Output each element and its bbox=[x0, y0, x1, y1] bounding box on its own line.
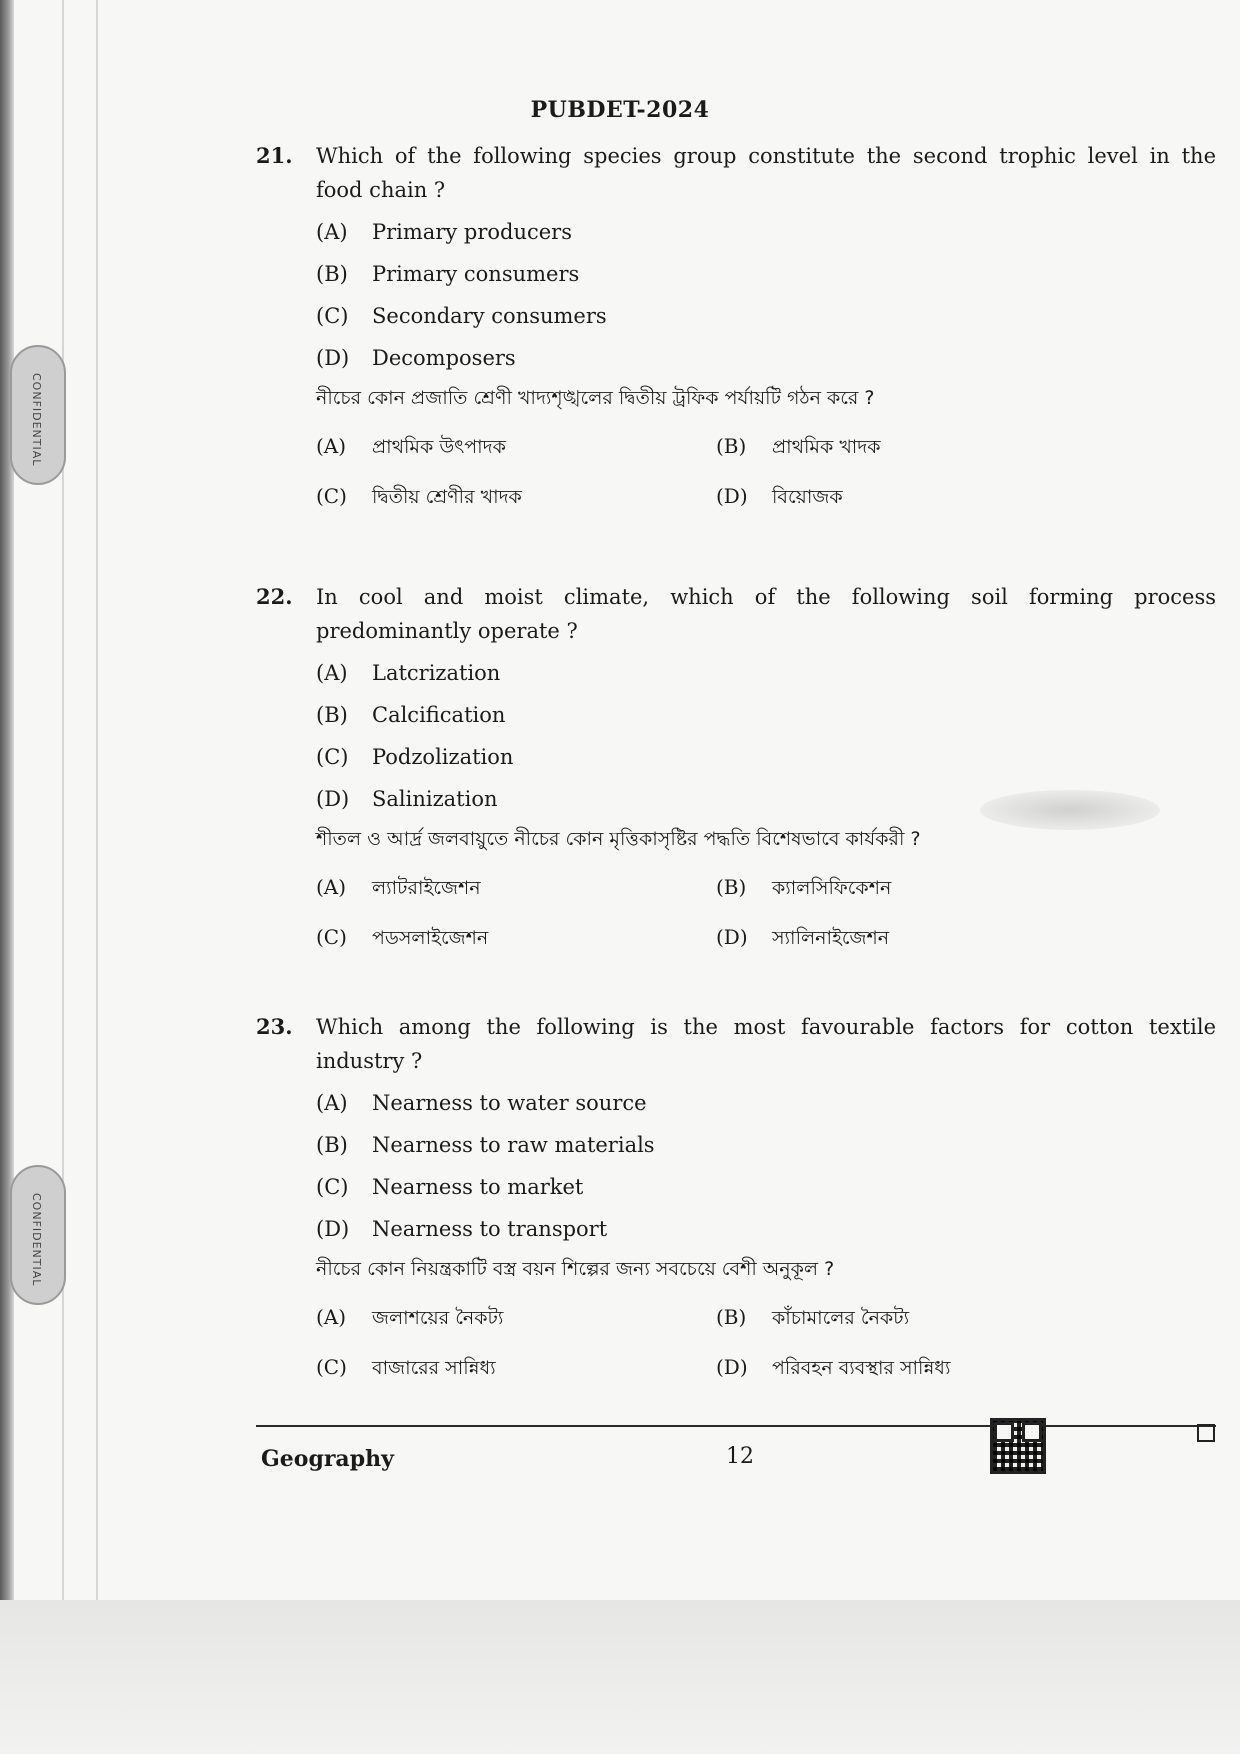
bengali-question-text: নীচের কোন প্রজাতি শ্রেণী খাদ্যশৃঙ্খলের দ্বিতীয় ট্রফিক পর্যায়টি গঠন করে ? bbox=[316, 387, 875, 409]
bengali-option-c: (C) পডসলাইজেশন bbox=[316, 925, 489, 949]
question-22 bbox=[256, 580, 1216, 962]
bengali-option-grid bbox=[316, 862, 1216, 962]
question-21 bbox=[256, 139, 1216, 521]
bengali-option-a: (A) ল্যাটরাইজেশন bbox=[316, 875, 481, 899]
bengali-option-d: (D) বিয়োজক bbox=[716, 484, 843, 508]
question-text-line2: food chain ? bbox=[316, 178, 446, 202]
option-list bbox=[316, 652, 1216, 820]
question-23 bbox=[256, 1010, 1216, 1392]
option-list bbox=[316, 1082, 1216, 1250]
option-b: (B) Nearness to raw materials bbox=[316, 1133, 655, 1157]
bengali-option-d: (D) পরিবহন ব্যবস্থার সান্নিধ্য bbox=[716, 1355, 951, 1379]
bengali-option-grid bbox=[316, 421, 1216, 521]
option-d: (D) Decomposers bbox=[316, 346, 516, 370]
question-number: 21. bbox=[256, 143, 293, 168]
folded-page-bottom bbox=[0, 1600, 1240, 1754]
question-text-line2: predominantly operate ? bbox=[316, 619, 578, 643]
question-text-line1: In cool and moist climate, which of the following soil forming process bbox=[316, 585, 1216, 609]
seal-label: CONFIDENTIAL bbox=[30, 373, 43, 467]
footer-rule bbox=[256, 1425, 1216, 1427]
question-number: 23. bbox=[256, 1014, 293, 1039]
question-number: 22. bbox=[256, 584, 293, 609]
page-number: 12 bbox=[726, 1444, 754, 1469]
option-a: (A) Primary producers bbox=[316, 220, 572, 244]
bengali-option-d: (D) স্যালিনাইজেশন bbox=[716, 925, 890, 949]
bengali-question-text: নীচের কোন নিয়ন্ত্রকাটি বস্ত্র বয়ন শিল্পের জন্য সবচেয়ে বেশী অনুকূল ? bbox=[316, 1258, 835, 1280]
corner-square-icon bbox=[1197, 1424, 1215, 1442]
option-d: (D) Salinization bbox=[316, 787, 498, 811]
scan-edge bbox=[0, 0, 14, 1754]
page-crease bbox=[62, 0, 64, 1600]
option-c: (C) Secondary consumers bbox=[316, 304, 607, 328]
option-c: (C) Nearness to market bbox=[316, 1175, 584, 1199]
confidential-seal-top bbox=[10, 345, 66, 485]
bengali-question-text: শীতল ও আর্দ্র জলবায়ুতে নীচের কোন মৃত্তিকাসৃষ্টির পদ্ধতি বিশেষভাবে কার্যকরী ? bbox=[316, 828, 921, 850]
page-header: PUBDET-2024 bbox=[530, 97, 710, 123]
bengali-option-b: (B) কাঁচামালের নৈকট্য bbox=[716, 1305, 910, 1329]
confidential-seal-bottom bbox=[10, 1165, 66, 1305]
seal-label: CONFIDENTIAL bbox=[30, 1193, 43, 1287]
option-d: (D) Nearness to transport bbox=[316, 1217, 608, 1241]
option-a: (A) Nearness to water source bbox=[316, 1091, 647, 1115]
question-text-line2: industry ? bbox=[316, 1049, 423, 1073]
question-text-line1: Which among the following is the most favourable factors for cotton textile bbox=[316, 1015, 1216, 1039]
bengali-option-a: (A) প্রাথমিক উৎপাদক bbox=[316, 434, 506, 458]
option-c: (C) Podzolization bbox=[316, 745, 514, 769]
page-crease bbox=[96, 0, 98, 1600]
footer-subject: Geography bbox=[261, 1446, 394, 1472]
question-text-line1: Which of the following species group constitute the second trophic level in the bbox=[316, 144, 1216, 168]
bengali-option-c: (C) বাজারের সান্নিধ্য bbox=[316, 1355, 496, 1379]
bengali-option-c: (C) দ্বিতীয় শ্রেণীর খাদক bbox=[316, 484, 522, 508]
bengali-option-grid bbox=[316, 1292, 1216, 1392]
option-list bbox=[316, 211, 1216, 379]
bengali-option-a: (A) জলাশয়ের নৈকট্য bbox=[316, 1305, 504, 1329]
option-b: (B) Calcification bbox=[316, 703, 506, 727]
bengali-option-b: (B) ক্যালসিফিকেশন bbox=[716, 875, 892, 899]
bengali-option-b: (B) প্রাথমিক খাদক bbox=[716, 434, 881, 458]
option-a: (A) Latcrization bbox=[316, 661, 501, 685]
qr-code-icon bbox=[990, 1418, 1046, 1474]
option-b: (B) Primary consumers bbox=[316, 262, 580, 286]
